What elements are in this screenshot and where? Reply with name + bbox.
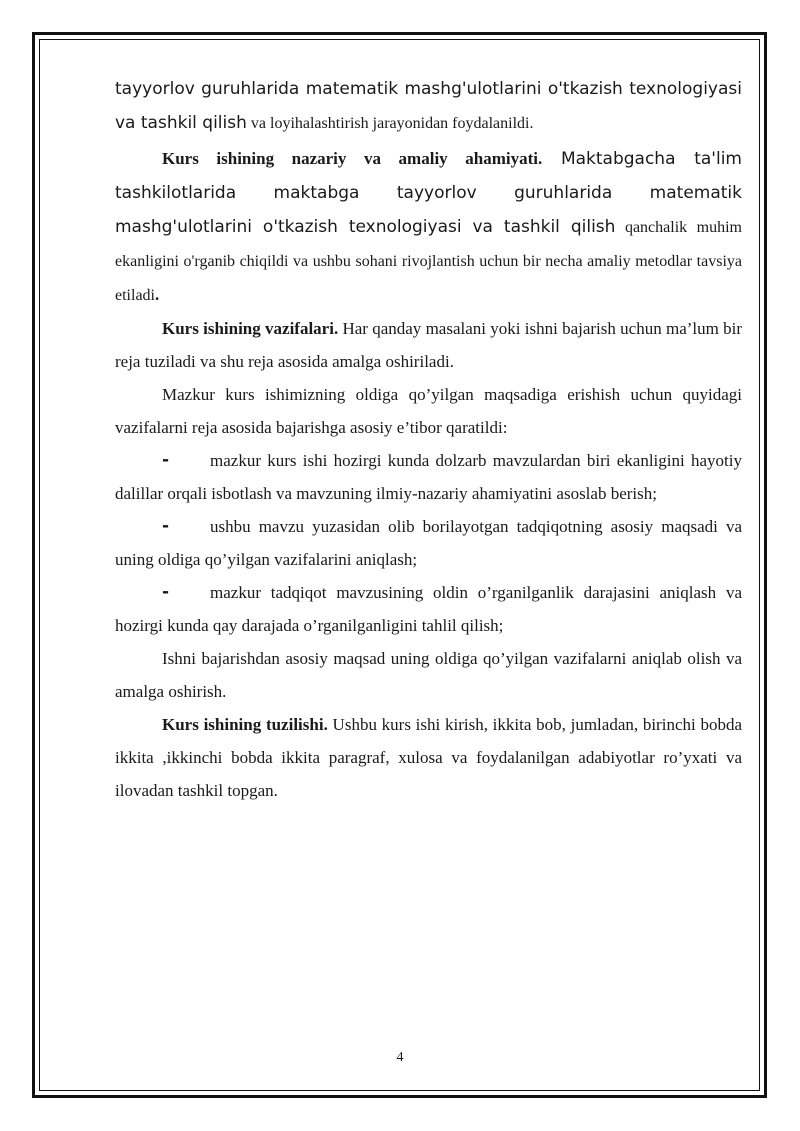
list-item-text: mazkur kurs ishi hozirgi kunda dolzarb mavzulardan biri ekanligini hayotiy dalillar orqali isbotlash va mavzuning ilmiy-nazariy ahamiyatini asoslab berish; xyxy=(115,451,742,503)
serif-text: qanchalik muhim ekanligini o'rganib chiqildi va ushbu sohani rivojlantish uchun bir necha amaliy metodlar tavsiya etiladi xyxy=(115,219,742,304)
serif-text: va loyihalashtirish jarayonidan foydalanildi. xyxy=(246,115,534,132)
structure-text: Ushbu kurs ishi kirish, ikkita bob, jumladan, birinchi bobda ikkita ,ikkinchi bobda ikkita paragraf, xulosa va foydalanilgan adabiyotlar ro’yxati va ilovadan tashkil topgan. xyxy=(115,715,742,800)
paragraph-significance xyxy=(115,142,742,312)
sans-text: Maktabgacha ta'lim tashkilotlarida maktabga tayyorlov guruhlarida matematik mashg'ulotlarini o'tkazish texnologiyasi va tashkil qilish xyxy=(115,149,742,237)
tasks-text: Har qanday masalani yoki ishni bajarish uchun ma’lum bir reja tuziladi va shu reja asosida amalga oshiriladi. xyxy=(115,319,742,371)
heading-structure: Kurs ishining tuzilishi. xyxy=(162,715,328,734)
document-body xyxy=(115,72,742,807)
list-item xyxy=(115,576,742,642)
list-item-text: mazkur tadqiqot mavzusining oldin o’rganilganlik darajasini aniqlash va hozirgi kunda qay darajada o’rganilganligini tahlil qilish; xyxy=(115,583,742,635)
period: . xyxy=(154,285,160,304)
paragraph-continuation xyxy=(115,72,742,140)
heading-significance: Kurs ishining nazariy va amaliy ahamiyati. xyxy=(162,149,543,168)
heading-tasks: Kurs ishining vazifalari. xyxy=(162,319,339,338)
paragraph-tasks xyxy=(115,312,742,378)
sans-text: tayyorlov guruhlarida matematik mashg'ulotlarini o'tkazish texnologiyasi va tashkil qilish xyxy=(115,79,742,133)
list-item-text: ushbu mavzu yuzasidan olib borilayotgan tadqiqotning asosiy maqsadi va uning oldiga qo’yilgan vazifalarini aniqlash; xyxy=(115,517,742,569)
dash-bullet: - xyxy=(162,450,170,470)
dash-bullet: - xyxy=(162,516,170,536)
list-item xyxy=(115,444,742,510)
list-item xyxy=(115,510,742,576)
paragraph-main-goal: Ishni bajarishdan asosiy maqsad uning oldiga qo’yilgan vazifalarni aniqlab olish va amalga oshirish. xyxy=(115,649,742,701)
page-number: 4 xyxy=(396,1050,404,1065)
paragraph-structure xyxy=(115,708,742,807)
paragraph-goal-intro: Mazkur kurs ishimizning oldiga qo’yilgan maqsadiga erishish uchun quyidagi vazifalarni reja asosida bajarishga asosiy e’tibor qaratildi: xyxy=(115,385,742,437)
dash-bullet: - xyxy=(162,582,170,602)
